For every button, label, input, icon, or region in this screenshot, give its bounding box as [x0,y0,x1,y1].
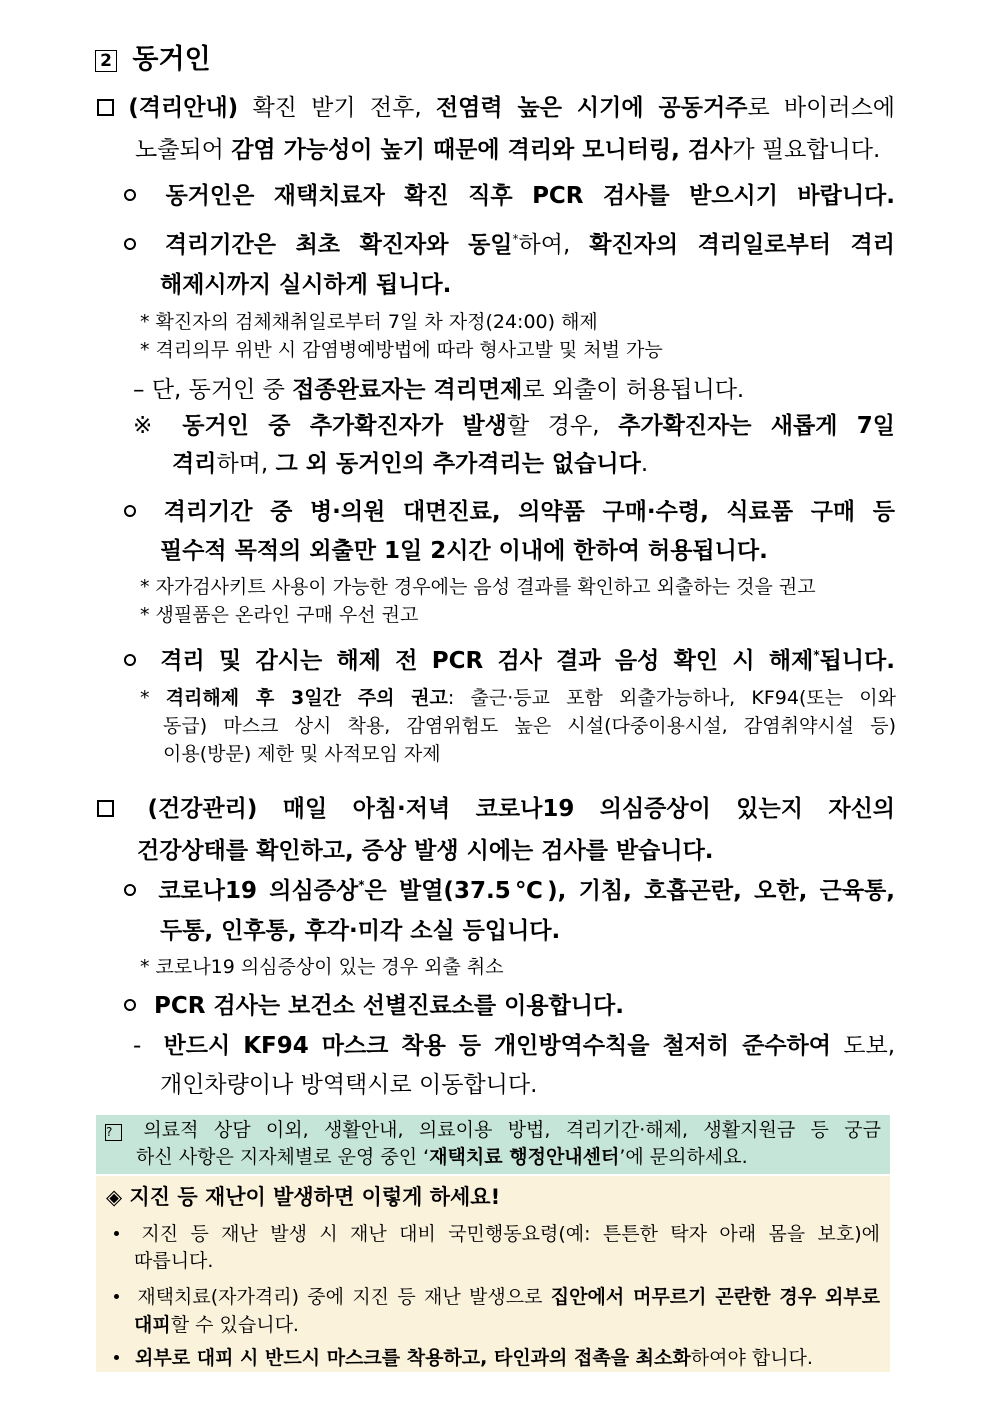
period-text: 하여, [518,232,590,258]
section-heading [95,46,211,73]
additional-case-text: 격리 [172,451,217,477]
period-bullet-line1 [124,234,895,257]
info-center-name: 재택치료 행정안내센터 [429,1146,620,1168]
additional-case-text: . [640,451,649,477]
disaster-text: 하여야 합니다. [690,1347,813,1369]
bullet-dot-icon [114,1355,119,1360]
additional-case-text: 그 외 동거인의 추가격리는 없습니다 [275,451,641,477]
pcr-center-bullet [124,995,624,1018]
exemption-line [133,379,744,402]
additional-case-text: 동거인 중 추가확진자가 발생 [182,413,507,439]
movement-line1 [133,1035,895,1058]
quarantine-intro-line2 [135,139,880,162]
footnote-mark: * [358,878,365,892]
health-intro-line1 [97,798,895,821]
checkbox-icon [97,99,114,116]
movement-line2: 개인차량이나 방역택시로 이동합니다. [160,1072,538,1098]
disaster-title: ◈ 지진 등 재난이 발생하면 이렇게 하세요! [106,1185,501,1209]
pcr-bullet [124,185,895,208]
dash-mark: - [133,1033,142,1059]
note-cancel-outing: * 코로나19 의심증상이 있는 경우 외출 취소 [140,956,504,978]
disaster-emphasis: 대피 [134,1314,171,1336]
info-text: ’에 문의하세요. [619,1146,748,1168]
circle-bullet-icon [124,999,136,1011]
exemption-text: – 단, 동거인 중 [133,377,293,403]
footnote-mark: * [813,648,820,662]
quarantine-intro-line1 [97,97,895,120]
additional-case-text: 할 경우, [506,413,619,439]
additional-case-text: 하며, [216,451,276,477]
disaster-text: 재택치료(자가격리) 중에 지진 등 재난 발생으로 [137,1286,551,1308]
footnote-mark: * [512,232,519,246]
note-penalty: * 격리의무 위반 시 감염병예방법에 따라 형사고발 및 처벌 가능 [140,339,663,361]
outing-bullet-line2: 필수적 목적의 외출만 1일 2시간 이내에 한하여 허용됩니다. [160,538,768,564]
info-box [96,1115,890,1174]
disaster-item3 [114,1349,813,1368]
section-number: 2 [95,50,117,72]
intro-emphasis: 전염력 높은 시기에 공동거주 [435,95,748,121]
note-release-date: * 확진자의 검체채취일로부터 7일 차 자정(24:00) 해제 [140,311,598,333]
info-line1 [105,1121,881,1141]
quarantine-label: (격리안내) [128,95,239,121]
intro-text: 로 바이러스에 [747,95,896,121]
symptom-text: 코로나19 의심증상 [158,878,359,904]
intro-text: 가 필요합니다. [732,137,881,163]
disaster-item2-line2 [134,1316,299,1335]
note-text: : 출근·등교 포함 외출가능하나, KF94(또는 이와 [447,687,897,709]
release-text: 격리 및 감시는 해제 전 PCR 검사 결과 음성 확인 시 해제 [160,648,814,674]
intro-text: 확진 받기 전후, [252,95,436,121]
info-line2 [136,1148,748,1167]
exemption-emphasis: 접종완료자는 격리면제 [292,377,523,403]
outing-text: 격리기간 중 병·의원 대면진료, 의약품 구매·수령, 식료품 구매 등 [163,499,895,525]
note-after-release-line3: 이용(방문) 제한 및 사적모임 자제 [163,743,441,765]
section-title: 동거인 [132,44,211,75]
note-text: * [140,687,166,709]
bullet-dot-icon [114,1294,119,1299]
info-text: 하신 사항은 지자체별로 운영 중인 ‘ [136,1146,430,1168]
period-text: 격리기간은 최초 확진자와 동일 [164,232,513,258]
circle-bullet-icon [124,884,136,896]
reference-mark: ※ [133,413,164,439]
circle-bullet-icon [124,238,136,250]
note-self-test: * 자가검사키트 사용이 가능한 경우에는 음성 결과를 확인하고 외출하는 것을 권고 [140,576,816,598]
symptom-text: 은 발열(37.5℃), 기침, 호흡곤란, 오한, 근육통, [364,878,896,904]
disaster-text: 지진 등 재난 발생 시 재난 대비 국민행동요령(예: 튼튼한 탁자 아래 몸을 보호)에 [141,1223,880,1245]
release-text: 됩니다. [819,648,895,674]
checkbox-icon [97,800,114,817]
disaster-item1-line1 [114,1225,880,1244]
disaster-item2-line1 [114,1288,880,1307]
disaster-emphasis: 외부로 대피 시 반드시 마스크를 착용하고, 타인과의 접촉을 최소화 [135,1347,691,1369]
period-bullet-line2 [160,274,451,297]
bullet-dot-icon [114,1231,119,1236]
disaster-emphasis: 집안에서 머무르기 곤란한 경우 외부로 [550,1286,881,1308]
additional-case-line2 [172,453,648,476]
movement-emphasis: 반드시 KF94 마스크 착용 등 개인방역수칙을 철저히 준수하여 [163,1033,831,1059]
health-text: (건강관리) 매일 아침·저녁 코로나19 의심증상이 있는지 자신의 [147,796,895,822]
note-online-purchase: * 생필품은 온라인 구매 우선 권고 [140,604,419,626]
circle-bullet-icon [124,189,136,201]
symptom-bullet-line2: 두통, 인후통, 후각·미각 소실 등입니다. [160,918,561,944]
circle-bullet-icon [124,505,136,517]
disaster-text: 할 수 있습니다. [170,1314,299,1336]
pcr-text: 동거인은 재택치료자 확진 직후 PCR 검사를 받으시기 바랍니다. [165,183,895,209]
exemption-text: 로 외출이 허용됩니다. [522,377,745,403]
intro-text: 노출되어 [135,137,232,163]
movement-text: 도보, [830,1033,896,1059]
health-intro-line2: 건강상태를 확인하고, 증상 발생 시에는 검사를 받습니다. [137,838,714,864]
symptom-bullet-line1 [124,880,895,903]
release-bullet [124,650,895,673]
period-text: 확진자의 격리일로부터 격리 [589,232,895,258]
pcr-center-text: PCR 검사는 보건소 선별진료소를 이용합니다. [154,993,624,1019]
period-text: 해제시까지 실시하게 됩니다. [160,272,452,298]
note-after-release-line1 [140,689,896,708]
info-text: 의료적 상담 이외, 생활안내, 의료이용 방법, 격리기간·해제, 생활지원금 등 궁금 [143,1119,881,1141]
disaster-box [96,1176,890,1372]
question-icon: ? [105,1124,122,1141]
additional-case-text: 추가확진자는 새롭게 7일 [618,413,896,439]
intro-emphasis: 감염 가능성이 높기 때문에 격리와 모니터링, 검사 [231,137,733,163]
additional-case-line1 [133,415,895,438]
note-emphasis: 격리해제 후 3일간 주의 권고 [165,687,448,709]
disaster-item1-line2: 따릅니다. [134,1250,214,1272]
note-after-release-line2: 동급) 마스크 상시 착용, 감염위험도 높은 시설(다중이용시설, 감염취약시설 등) [163,715,896,737]
outing-bullet-line1 [124,501,895,524]
circle-bullet-icon [124,654,136,666]
